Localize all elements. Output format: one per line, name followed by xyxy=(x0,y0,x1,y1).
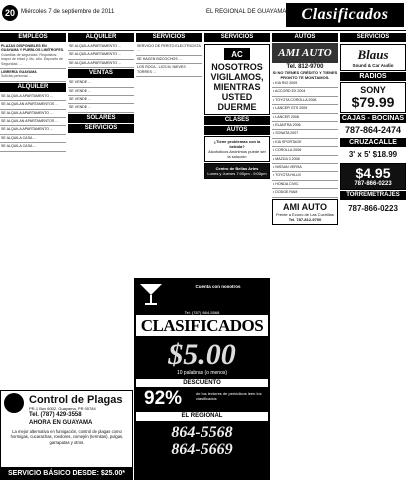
pest-control-description: La mejor alternativa en fumigación, control de plagas como hormigas, cucarachas, roedores, comején (termitas), pulgas, garrapatas y otros. xyxy=(10,429,124,445)
car-listing: • KIA RIO 2009 xyxy=(272,80,338,88)
rental-ad: SE ALQUILA APARTAMENTO ... xyxy=(0,110,66,118)
column-autos xyxy=(272,43,338,480)
promo-cuenta: Cuenta con nosotros xyxy=(195,284,241,289)
dealer-footer-tel: Tel. 787-812-9700 xyxy=(288,216,322,222)
car-listing: • TOYOTA COROLLA 2008 xyxy=(272,97,338,105)
service-ad: LOS ROCA - LICS M. NIEVES TORRES ... xyxy=(136,64,202,77)
job-ad-body: Solicita personal. ... xyxy=(1,74,33,79)
pest-control-box xyxy=(0,390,133,468)
pest-control-ahora: AHORA EN GUAYAMA xyxy=(29,420,93,426)
page-header xyxy=(0,0,406,31)
car-listing: • ACCORD EX 2004 xyxy=(272,88,338,96)
column-servicios-2 xyxy=(204,43,270,275)
pest-control-tel: Tel. (787) 429-3558 xyxy=(29,412,82,418)
car-listing: • ELANTRA 2006 xyxy=(272,122,338,130)
promo-wordmark: CLASIFICADOS xyxy=(136,315,268,336)
section-header-torremetrajes: TORREMETRAJES xyxy=(340,191,406,200)
pest-control-ad xyxy=(0,390,133,480)
sony-ad xyxy=(340,82,406,113)
alcohol-sub: Alcohólicos Anónimos puede ser la solución xyxy=(208,149,266,159)
cruzacalle-price: 3' x 5' $18.99 xyxy=(348,150,398,159)
price-ad xyxy=(340,163,406,190)
column-header-autos: AUTOS xyxy=(272,33,338,42)
sale-ad: SE VENDE ... xyxy=(68,88,134,96)
column-empleos xyxy=(0,43,66,389)
job-ad-title: LIBRERÍA GUAYAMA xyxy=(1,70,37,75)
rental-ad: SE ALQUILA APARTAMENTO ... xyxy=(68,51,134,59)
basic-service-banner: SERVICIO BÁSICO DESDE: $25.00* xyxy=(0,468,133,480)
promo-percent: 92% xyxy=(144,388,183,409)
section-header-clases: CLASES xyxy=(204,116,270,125)
blaus-ad xyxy=(340,44,406,71)
pest-control-logo-icon xyxy=(4,393,24,413)
page-number: 20 xyxy=(2,5,18,21)
car-listing: • LANCER 2008 xyxy=(272,114,338,122)
car-listing: • MAZDA 3 2008 xyxy=(272,156,338,164)
column-servicios-1 xyxy=(136,43,202,275)
promo-price: $5.00 xyxy=(168,338,236,371)
section-header-autos: AUTOS xyxy=(204,126,270,135)
job-ad-title: PLAZAS DISPONIBLES EN GUAYAMA Y PUEBLOS LIMÍTROFES. xyxy=(1,44,65,53)
sale-ad: SE VENDE ... xyxy=(68,79,134,87)
blaus-brand: Blaus xyxy=(357,47,389,62)
cajas-banner: CAJAS - BOCINAS xyxy=(341,115,405,122)
section-header-servicios: SERVICIOS xyxy=(68,124,134,133)
car-listing: • TOYOTA HILUX xyxy=(272,172,338,180)
section-header-alquiler: ALQUILER xyxy=(0,83,66,92)
cruzacalle-banner: CRUZACALLE xyxy=(340,138,406,147)
car-listing: • LANCER GTS 2009 xyxy=(272,105,338,113)
section-header-ventas: VENTAS xyxy=(68,69,134,78)
column-header-servicios-1: SERVICIOS xyxy=(136,33,202,42)
arts-center-ad xyxy=(204,163,270,179)
torremetrajes-tel: 787-866-0223 xyxy=(348,204,398,213)
promo-tel: Tel. (787) 864-5568 xyxy=(184,310,220,315)
rental-ad: SE ALQUILA APARTAMENTO ... xyxy=(0,93,66,101)
price-ad-phone: 787-866-0223 xyxy=(354,181,392,187)
car-listing: • KIA SPORTAGE xyxy=(272,139,338,147)
rental-ad: SE ALQUILAN APARTAMENTOS ... xyxy=(0,101,66,109)
column-servicios-3 xyxy=(340,43,406,480)
security-ad-caption: NOSOTROS VIGILAMOS, MIENTRAS USTED DUERME xyxy=(210,62,264,112)
sale-ad: SE VENDE ... xyxy=(68,104,134,112)
rental-ad: SE ALQUILA APARTAMENTO ... xyxy=(68,60,134,68)
service-ad: SERVICIO DE PERITO ELECTRICISTA ... xyxy=(136,43,202,56)
rental-ad: SE ALQUILA CASA ... xyxy=(0,135,66,143)
column-header-servicios-2: SERVICIOS xyxy=(204,33,270,42)
car-listing: • HONDA CIVIC xyxy=(272,181,338,189)
column-header-servicios-3: SERVICIOS xyxy=(340,33,406,42)
column-header-empleos: EMPLEOS xyxy=(0,33,66,42)
publication-name: EL REGIONAL DE GUAYAMA xyxy=(206,9,287,15)
radios-banner: RADIOS xyxy=(340,72,406,81)
car-listing: • COROLLA 2006 xyxy=(272,147,338,155)
svg-text:AC: AC xyxy=(231,50,243,59)
rental-ad: SE ALQUILA APARTAMENTO ... xyxy=(68,43,134,51)
job-ad xyxy=(0,69,66,82)
column-alquiler xyxy=(68,43,134,389)
rental-ad: SE ALQUILA CASA ... xyxy=(0,143,66,151)
job-ad xyxy=(0,43,66,69)
arts-center-title: Centro de Bellas Artes xyxy=(215,166,259,171)
sony-price: $79.99 xyxy=(351,94,395,110)
column-header-alquiler: ALQUILER xyxy=(68,33,134,42)
dealer-slogan: SI NO TIENES CRÉDITO Y TIENES PRONTO TE MONTAMOS. xyxy=(272,70,338,80)
section-header-solares: SOLARES xyxy=(68,114,134,123)
sony-label: SONY xyxy=(360,85,386,95)
dealer-tel: Tel. 812-9700 xyxy=(286,64,324,70)
rental-ad: SE ALQUILA APARTAMENTO ... xyxy=(0,126,66,134)
dealer-footer-place: Frente a Econo de Las Cuchillas xyxy=(276,211,334,217)
service-ad: SE HACEN BIZCOCHOS ... xyxy=(136,56,202,64)
dealer-ad xyxy=(272,43,338,80)
promo-price-caption: 10 palabras (o menos) xyxy=(176,370,228,376)
alcohol-ad xyxy=(204,136,270,162)
security-ad xyxy=(204,44,270,115)
dealer-logo: AMI AUTO xyxy=(272,43,338,63)
security-logo-icon xyxy=(223,47,251,61)
car-listing: • SONATA 2007 xyxy=(272,130,338,138)
promo-discount-banner: DESCUENTO xyxy=(136,379,268,387)
alcohol-title: ¿Tiene problemas con la bebida? xyxy=(213,139,261,149)
pest-control-title: Control de Plagas xyxy=(29,394,123,406)
car-listing: • DODGE RAM xyxy=(272,189,338,197)
blaus-sub: Sound & Car Audio xyxy=(352,63,394,68)
section-title: Clasificados xyxy=(286,3,404,27)
promo-percent-text: de los lectores de periódicos leen los clasificados xyxy=(196,391,262,401)
arts-center-sub: Lunes y Jueves 7:00pm - 9:00pm xyxy=(207,171,267,176)
car-listing: • NISSAN VERSA xyxy=(272,164,338,172)
price-ad-price: $4.95 xyxy=(355,165,391,181)
clasificados-promo-ad xyxy=(134,278,270,480)
issue-date: Miércoles 7 de septiembre de 2011 xyxy=(21,9,115,15)
pest-control-address: PR-1 Box 6002, Guayama, PR 00784 xyxy=(29,406,96,411)
job-ad-body: Guardias de seguridad. Requisitos: mayor de edad y 4to. año. Deposito de Seguridad. ... xyxy=(1,52,63,66)
cocktail-glass-icon xyxy=(138,281,164,307)
sale-ad: SE VENDE ... xyxy=(68,96,134,104)
promo-phones: 864-5568 864-5669 xyxy=(171,424,233,458)
promo-regional: EL REGIONAL xyxy=(136,412,268,421)
dealer-footer-name: AMI AUTO xyxy=(283,201,327,212)
rental-ad: SE ALQUILAN APARTAMENTOS ... xyxy=(0,118,66,126)
dealer-footer xyxy=(272,199,338,225)
blaus-tel: 787-864-2474 xyxy=(344,125,402,135)
